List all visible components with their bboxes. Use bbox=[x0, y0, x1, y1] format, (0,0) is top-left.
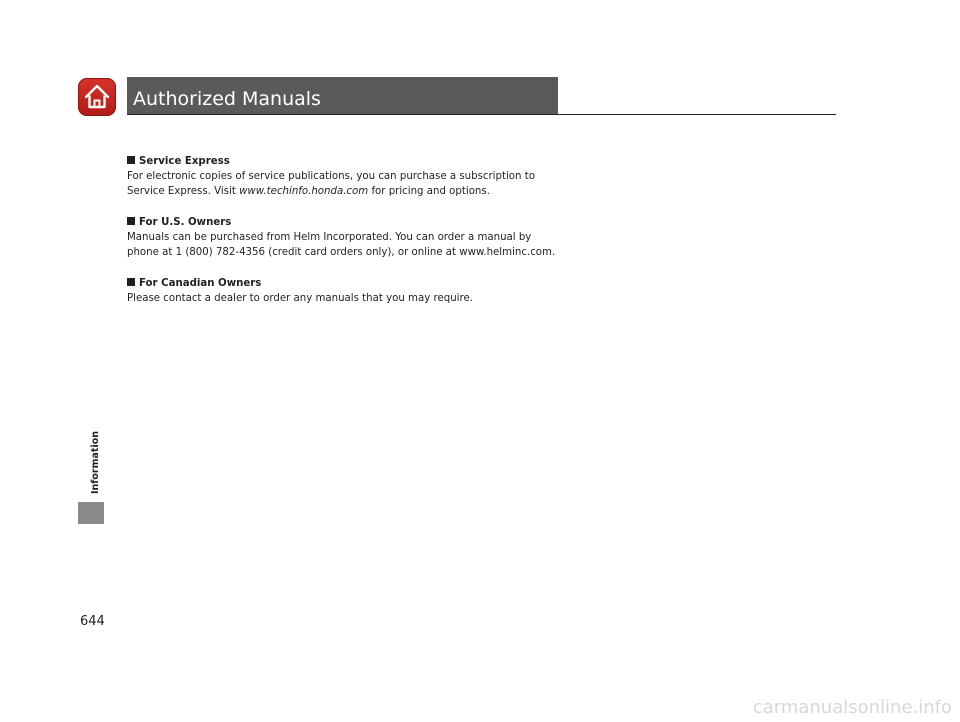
bullet-square-icon bbox=[127, 278, 135, 286]
title-underline bbox=[127, 114, 836, 115]
section-text-line: Please contact a dealer to order any manuals that you may require. bbox=[127, 293, 473, 304]
section-heading: For U.S. Owners bbox=[127, 215, 687, 230]
section-heading: For Canadian Owners bbox=[127, 276, 687, 291]
techinfo-link[interactable]: www.techinfo.honda.com bbox=[239, 186, 369, 197]
watermark: carmanualsonline.info bbox=[752, 697, 952, 718]
section-canadian-owners bbox=[127, 276, 687, 306]
side-chapter-tab[interactable] bbox=[78, 502, 104, 524]
page-title: Authorized Manuals bbox=[133, 88, 321, 110]
bullet-square-icon bbox=[127, 217, 135, 225]
section-heading: Service Express bbox=[127, 154, 687, 169]
home-icon bbox=[82, 82, 112, 112]
section-text-line: phone at 1 (800) 782-4356 (credit card orders only), or online at www.helminc.com. bbox=[127, 247, 556, 258]
home-button[interactable] bbox=[78, 78, 116, 116]
section-us-owners bbox=[127, 215, 687, 260]
content-body bbox=[127, 154, 687, 322]
bullet-square-icon bbox=[127, 156, 135, 164]
section-text-line: For electronic copies of service publications, you can purchase a subscription to bbox=[127, 171, 535, 182]
side-chapter-label: Information bbox=[90, 430, 102, 495]
section-service-express bbox=[127, 154, 687, 199]
section-text-line: Service Express. Visit www.techinfo.honda.com for pricing and options. bbox=[127, 186, 490, 197]
title-bar bbox=[127, 77, 558, 115]
page-number: 644 bbox=[80, 614, 105, 629]
section-text-line: Manuals can be purchased from Helm Incorporated. You can order a manual by bbox=[127, 232, 532, 243]
